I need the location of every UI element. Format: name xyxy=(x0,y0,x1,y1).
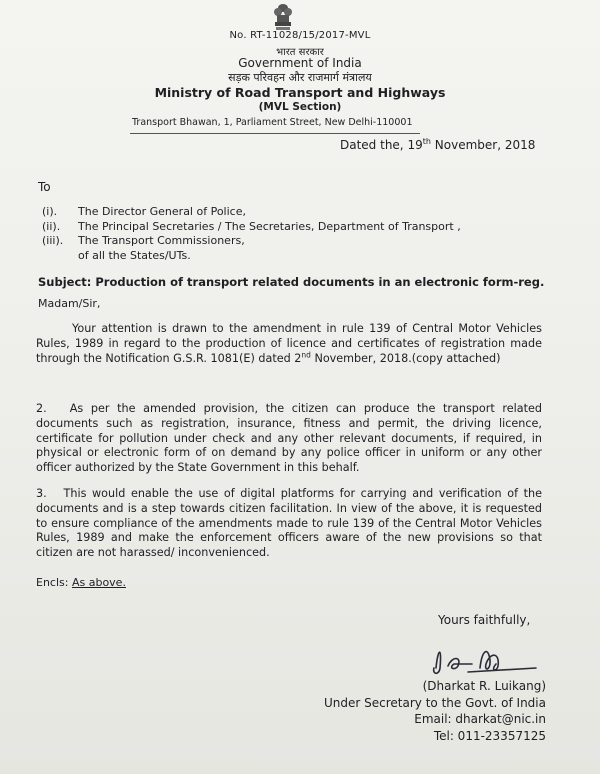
addressee-item: of all the States/UTs. xyxy=(78,248,191,262)
paragraph-2: 2. As per the amended provision, the citizen can produce the transport related documents such as registration, insurance, fitness and permit, the driving licence, certificate for pollution under check and any other relevant documents, if required, in physical or electronic form of on demand by any police officer in uniform or any other officer authorized by the State Government in this behalf. xyxy=(36,402,542,475)
signature-block xyxy=(310,678,546,744)
signatory-name: (Dharkat R. Luikang) xyxy=(422,679,546,693)
govt-title: Government of India xyxy=(238,56,362,70)
addressee-item: (ii). The Principal Secretaries / The Secretaries, Department of Transport , xyxy=(42,219,461,233)
handwritten-signature xyxy=(428,638,548,680)
paragraph-3: 3. This would enable the use of digital platforms for carrying and verification of the documents and is a step towards citizen facilitation. In view of the above, it is requested to ensure compliance of the amendments made to rule 139 of the Central Motor Vehicles Rules, 1989 and make the enforcement officers aware of the new provisions so that citizen are not harassed/ inconvenienced. xyxy=(36,487,542,560)
to-label: To xyxy=(38,180,51,194)
section-name: (MVL Section) xyxy=(258,101,342,113)
header-divider xyxy=(130,133,420,134)
salutation: Madam/Sir, xyxy=(38,297,101,310)
closing: Yours faithfully, xyxy=(438,613,531,627)
enclosures: Encls: As above. xyxy=(36,576,126,589)
subject-line: Subject: Production of transport related documents in an electronic form-reg. xyxy=(38,275,545,289)
office-address: Transport Bhawan, 1, Parliament Street, New Delhi-110001 xyxy=(132,117,413,128)
hindi-ministry-title: सड़क परिवहन और राजमार्ग मंत्रालय xyxy=(228,71,372,84)
signatory-email: Email: dharkat@nic.in xyxy=(414,712,546,726)
signatory-designation: Under Secretary to the Govt. of India xyxy=(324,695,546,710)
reference-number: No. RT-11028/15/2017-MVL xyxy=(229,30,371,41)
addressee-list xyxy=(42,205,461,263)
addressee-item: (iii). The Transport Commissioners, xyxy=(42,234,245,247)
addressee-item: (i). The Director General of Police, xyxy=(42,205,246,218)
paragraph-1: Your attention is drawn to the amendment in rule 139 of Central Motor Vehicles Rules, 1989 in regard to the production of licence and certificates of registration made through the Notification G.S.R. 1081(E) dated 2nd November, 2018.(copy attached) xyxy=(36,322,542,365)
letter-date: Dated the, 19th November, 2018 xyxy=(340,137,536,152)
ministry-title: Ministry of Road Transport and Highways xyxy=(154,85,446,100)
hindi-govt-title: भारत सरकार xyxy=(276,47,324,58)
signatory-tel: Tel: 011-23357125 xyxy=(433,728,546,743)
